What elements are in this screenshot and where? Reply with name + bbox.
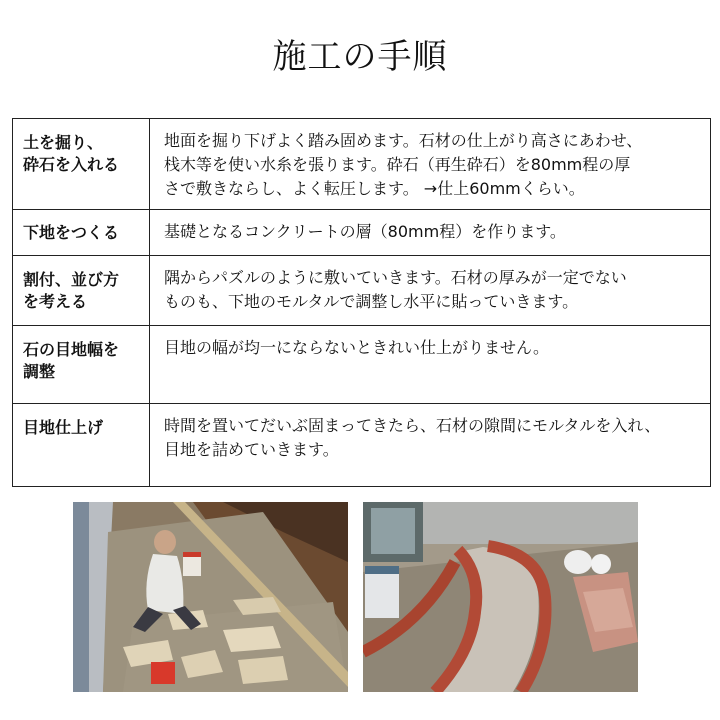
step-heading: 石の目地幅を 調整 [13,326,150,404]
step-description: 地面を掘り下げよく踏み固めます。石材の仕上がり高さにあわせ、 栈木等を使い水糸を張ります。砕石（再生砕石）を80mm程の厚 さで敷きならし、よく転圧します。 →仕上60mmくらい。 [150,119,711,210]
step-description: 基礎となるコンクリートの層（80mm程）を作ります。 [150,210,711,256]
step-row [13,119,711,210]
construction-steps-table [12,118,711,487]
step-heading: 割付、並び方 を考える [13,256,150,326]
step-row [13,210,711,256]
step-row [13,256,711,326]
step-description: 時間を置いてだいぶ固まってきたら、石材の隙間にモルタルを入れ、 目地を詰めていきます。 [150,404,711,487]
step-description: 目地の幅が均一にならないときれい仕上がりません。 [150,326,711,404]
page-title: 施工の手順 [272,37,448,77]
step-heading: 土を掘り、 砕石を入れる [13,119,150,210]
photo-laying-stones [73,502,348,692]
step-row [13,326,711,404]
step-heading: 下地をつくる [13,210,150,256]
photo-brick-path [363,502,638,692]
step-row [13,404,711,487]
step-heading: 目地仕上げ [13,404,150,487]
step-description: 隅からパズルのように敷いていきます。石材の厚みが一定でない ものも、下地のモルタルで調整し水平に貼っていきます。 [150,256,711,326]
